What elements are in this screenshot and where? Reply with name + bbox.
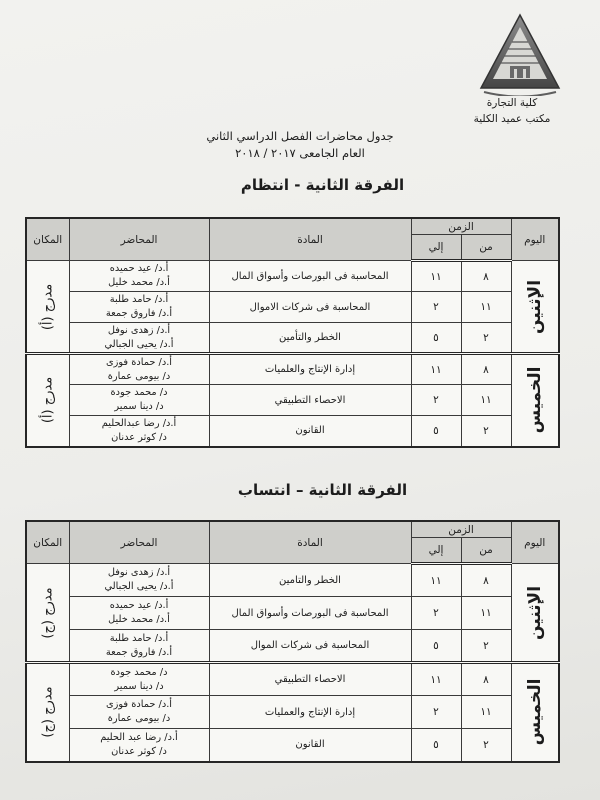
time-from: ١١ bbox=[461, 292, 511, 323]
schedule-title: جدول محاضرات الفصل الدراسي الثاني bbox=[206, 129, 394, 143]
header-from: من bbox=[461, 235, 511, 261]
lecturer-cell bbox=[69, 696, 209, 729]
lecturer-name: د/ محمد جودة bbox=[110, 666, 168, 678]
day-cell bbox=[511, 663, 559, 762]
schedule-body bbox=[26, 261, 559, 447]
academic-year: العام الجامعى ٢٠١٧ / ٢٠١٨ bbox=[235, 146, 365, 160]
lecturer-cell bbox=[69, 564, 209, 597]
lecturer-cell bbox=[69, 663, 209, 696]
lecturer-cell bbox=[69, 261, 209, 292]
place-cell bbox=[26, 663, 69, 762]
time-to: ٢ bbox=[411, 292, 461, 323]
lecturer-name: أ.د/ يحيى الجبالي bbox=[104, 581, 174, 592]
dean-office: مكتب عميد الكلية bbox=[473, 113, 551, 125]
lecturer-name: د/ كوثر عدنان bbox=[111, 431, 167, 443]
header-row bbox=[26, 218, 559, 235]
header-place: المكان bbox=[26, 218, 69, 261]
header-from: من bbox=[461, 538, 511, 564]
schedule-table-affiliation bbox=[25, 520, 560, 763]
subject-cell: الاحصاء التطبيقي bbox=[209, 663, 411, 696]
table-row bbox=[26, 663, 559, 696]
time-to: ١١ bbox=[411, 354, 461, 385]
lecturer-name: أ.د/ رضا عبد الحليم bbox=[100, 731, 178, 743]
time-from: ٨ bbox=[461, 564, 511, 597]
header-time: الزمن bbox=[411, 521, 511, 538]
lecturer-cell bbox=[69, 354, 209, 385]
header-subject: المادة bbox=[209, 218, 411, 261]
day-cell bbox=[511, 354, 559, 447]
table-row bbox=[26, 729, 559, 762]
time-to: ٥ bbox=[411, 323, 461, 354]
time-to: ٥ bbox=[411, 729, 461, 762]
subject-cell: القانون bbox=[209, 416, 411, 447]
time-from: ١١ bbox=[461, 385, 511, 416]
time-to: ٥ bbox=[411, 416, 461, 447]
time-from: ٢ bbox=[461, 630, 511, 663]
table-row bbox=[26, 597, 559, 630]
lecturer-name: أ.د/ حمادة فوزى bbox=[105, 356, 173, 368]
table-row bbox=[26, 354, 559, 385]
lecturer-name: أ.د/ فاروق جمعة bbox=[105, 308, 173, 319]
faculty-name: كلية التجارة bbox=[486, 97, 538, 109]
time-to: ٢ bbox=[411, 597, 461, 630]
lecturer-name: د/ بيومى عمارة bbox=[107, 370, 171, 382]
subject-cell: إدارة الإنتاج والعمليات bbox=[209, 696, 411, 729]
time-from: ٨ bbox=[461, 261, 511, 292]
lecturer-cell bbox=[69, 630, 209, 663]
lecturer-name: أ.د/ حمادة فوزى bbox=[105, 699, 173, 710]
lecturer-name: أ.د/ عيد حميده bbox=[109, 600, 169, 611]
lecturer-name: د/ محمد جودة bbox=[110, 387, 168, 398]
subject-cell: الخطر والتامين bbox=[209, 564, 411, 597]
lecturer-cell bbox=[69, 292, 209, 323]
lecturer-cell bbox=[69, 323, 209, 354]
schedule-table-regular bbox=[25, 217, 560, 448]
header-lecturer: المحاضر bbox=[69, 521, 209, 564]
lecturer-cell bbox=[69, 597, 209, 630]
university-logo bbox=[478, 12, 562, 96]
lecturer-cell bbox=[69, 416, 209, 447]
header-time: الزمن bbox=[411, 218, 511, 235]
table-row bbox=[26, 385, 559, 416]
place-label: مدرج (ج) bbox=[40, 586, 56, 639]
lecturer-name: أ.د/ محمد خليل bbox=[108, 277, 170, 288]
lecturer-name: أ.د/ يحيى الجبالي bbox=[104, 338, 174, 350]
table-row bbox=[26, 292, 559, 323]
header-day: اليوم bbox=[511, 218, 559, 261]
place-label: مدرج (أ) bbox=[40, 283, 56, 330]
header-lecturer: المحاضر bbox=[69, 218, 209, 261]
lecturer-name: أ.د/ زهدى نوفل bbox=[107, 567, 171, 578]
time-from: ١١ bbox=[461, 597, 511, 630]
faculty-block bbox=[462, 95, 562, 127]
lecturer-name: د/ دينا سمير bbox=[114, 401, 164, 412]
day-label: الإثنين bbox=[524, 279, 545, 334]
time-from: ٢ bbox=[461, 729, 511, 762]
table-header bbox=[26, 218, 559, 261]
table-row bbox=[26, 630, 559, 663]
lecturer-name: د/ دينا سمير bbox=[114, 680, 164, 692]
lecturer-name: أ.د/ حامد طلبة bbox=[109, 632, 169, 644]
subject-cell: الاحصاء التطبيقي bbox=[209, 385, 411, 416]
subject-cell: المحاسبة فى البورصات وأسواق المال bbox=[209, 597, 411, 630]
header-place: المكان bbox=[26, 521, 69, 564]
table-row bbox=[26, 416, 559, 447]
subject-cell: القانون bbox=[209, 729, 411, 762]
day-cell bbox=[511, 564, 559, 663]
day-label: الإثنين bbox=[524, 585, 545, 640]
lecturer-name: أ.د/ رضا عبدالحليم bbox=[101, 417, 177, 429]
table-header bbox=[26, 521, 559, 564]
day-label: الخميس bbox=[524, 366, 545, 434]
time-from: ٢ bbox=[461, 323, 511, 354]
header-to: إلي bbox=[411, 538, 461, 564]
place-label: مدرج (أ) bbox=[40, 377, 56, 424]
header-to: إلي bbox=[411, 235, 461, 261]
time-to: ١١ bbox=[411, 663, 461, 696]
lecturer-name: أ.د/ محمد خليل bbox=[108, 614, 170, 625]
place-cell bbox=[26, 354, 69, 447]
table-row bbox=[26, 323, 559, 354]
schedule-body bbox=[26, 564, 559, 762]
table-row bbox=[26, 564, 559, 597]
subject-cell: المحاسبة فى شركات الاموال bbox=[209, 292, 411, 323]
lecturer-cell bbox=[69, 729, 209, 762]
section-title-regular: الفرقة الثانية - انتظام bbox=[240, 176, 405, 194]
subject-cell: المحاسبة فى شركات الموال bbox=[209, 630, 411, 663]
document-title bbox=[180, 128, 420, 162]
lecturer-name: أ.د/ عيد حميده bbox=[109, 263, 169, 274]
lecturer-name: د/ بيومى عمارة bbox=[107, 713, 171, 724]
place-cell bbox=[26, 261, 69, 354]
section-title-affiliation: الفرقة الثانية – انتساب bbox=[237, 481, 408, 499]
table-row bbox=[26, 261, 559, 292]
place-cell bbox=[26, 564, 69, 663]
lecturer-cell bbox=[69, 385, 209, 416]
time-from: ١١ bbox=[461, 696, 511, 729]
lecturer-name: أ.د/ فاروق جمعة bbox=[105, 646, 173, 658]
subject-cell: الخطر والتأمين bbox=[209, 323, 411, 354]
lecturer-name: أ.د/ حامد طلبة bbox=[109, 294, 169, 305]
time-to: ٢ bbox=[411, 385, 461, 416]
header-row bbox=[26, 521, 559, 538]
day-label: الخميس bbox=[524, 678, 545, 746]
table-row bbox=[26, 696, 559, 729]
time-from: ٨ bbox=[461, 663, 511, 696]
header-day: اليوم bbox=[511, 521, 559, 564]
place-label: مدرج (ج) bbox=[40, 686, 56, 738]
time-to: ٢ bbox=[411, 696, 461, 729]
header-subject: المادة bbox=[209, 521, 411, 564]
lecturer-name: د/ كوثر عدنان bbox=[111, 745, 167, 757]
subject-cell: إدارة الإنتاج والعلميات bbox=[209, 354, 411, 385]
time-to: ٥ bbox=[411, 630, 461, 663]
time-from: ٢ bbox=[461, 416, 511, 447]
time-from: ٨ bbox=[461, 354, 511, 385]
lecturer-name: أ.د/ زهدى نوفل bbox=[107, 324, 171, 336]
subject-cell: المحاسبة فى البورصات وأسواق المال bbox=[209, 261, 411, 292]
time-to: ١١ bbox=[411, 261, 461, 292]
time-to: ١١ bbox=[411, 564, 461, 597]
day-cell bbox=[511, 261, 559, 354]
